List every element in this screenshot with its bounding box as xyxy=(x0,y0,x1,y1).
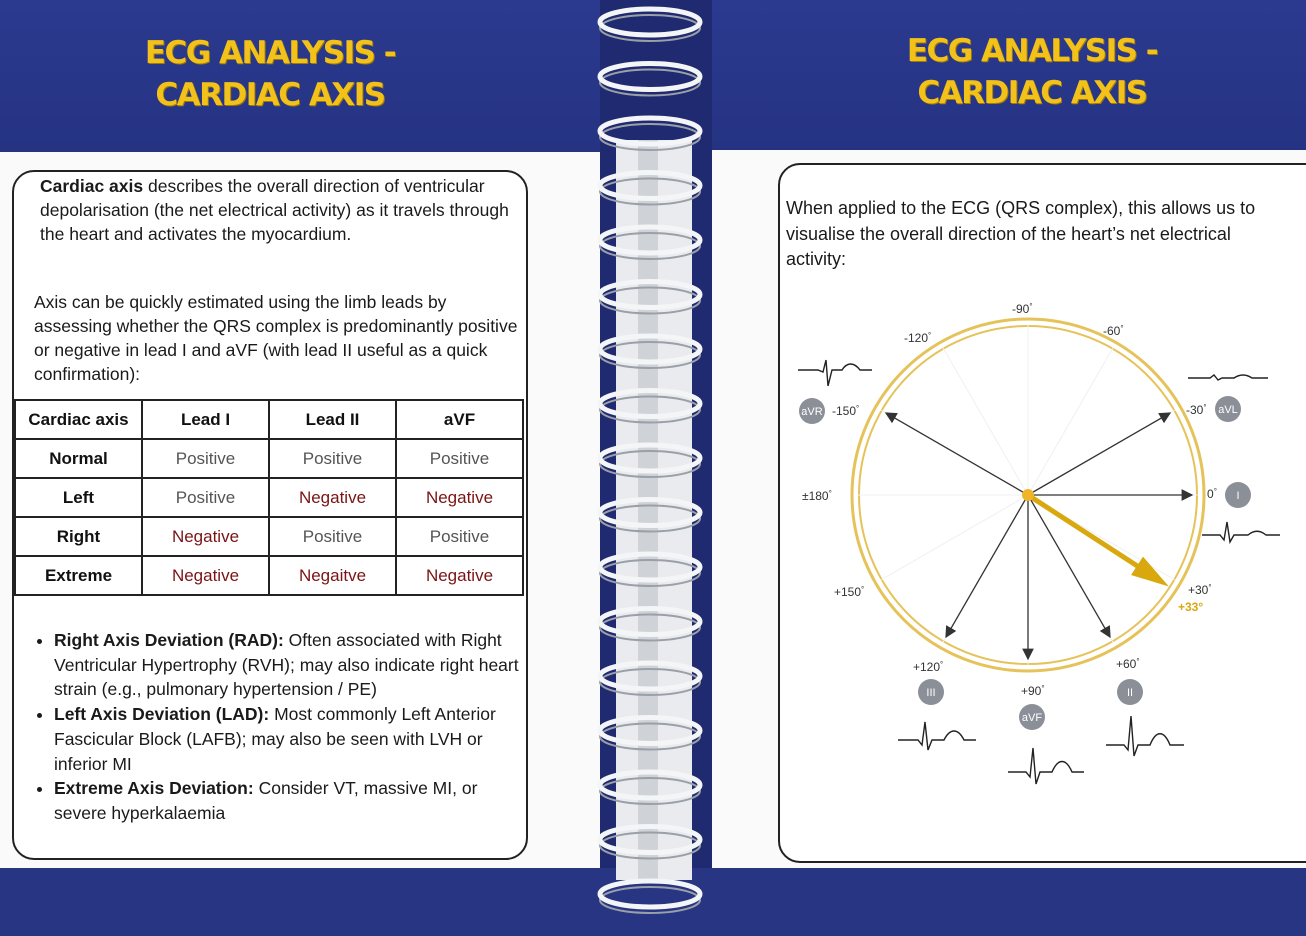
lead-badge-avr xyxy=(799,398,825,424)
lead-i-cell: Negative xyxy=(142,556,269,595)
binding-coil xyxy=(600,881,700,913)
lead-i-label: I xyxy=(1236,490,1240,502)
lead-badge-i xyxy=(1225,482,1251,508)
table-row xyxy=(15,478,523,517)
table-header: Cardiac axis xyxy=(15,400,142,439)
axis-name-cell: Normal xyxy=(15,439,142,478)
avf-cell: Positive xyxy=(396,439,523,478)
lead-badge-avf xyxy=(1019,704,1045,730)
lead-ii-cell: Negaitve xyxy=(269,556,396,595)
angle-label-minus60: -60° xyxy=(1103,324,1124,338)
faint-spoke xyxy=(881,495,1028,580)
axis-name-cell: Left xyxy=(15,478,142,517)
lead-avl-label: aVL xyxy=(1218,404,1238,416)
right-intro-text: When applied to the ECG (QRS complex), this allows us to visualise the overall direction of the heart’s net electrical activity: xyxy=(786,198,1256,269)
bullet-text: Often associated with Right Ventricular Hypertrophy (RVH); may also indicate right heart strain (e.g., pulmonary hypertension / PE) xyxy=(54,630,519,700)
table-row xyxy=(15,517,523,556)
result-axis-arrow xyxy=(1028,495,1169,586)
lead-ii-cell: Negative xyxy=(269,478,396,517)
list-item xyxy=(54,702,534,776)
table-header: Lead I xyxy=(142,400,269,439)
angle-label-plus-minus-180: ±180° xyxy=(802,489,832,503)
lead-avf-label: aVF xyxy=(1021,712,1043,724)
lead-badge-ii xyxy=(1117,679,1143,705)
lead-direction-arrow xyxy=(1028,413,1170,495)
angle-label-0: 0° xyxy=(1207,487,1217,501)
avf-cell: Positive xyxy=(396,517,523,556)
binding-coil xyxy=(600,9,700,41)
spiral-binding xyxy=(586,0,726,936)
ecg-trace-lead-iii xyxy=(898,722,976,750)
ecg-trace-avf xyxy=(1008,748,1084,784)
left-title-line2: CARDIAC AXIS xyxy=(155,77,385,113)
list-item xyxy=(54,628,534,702)
bullet-text: Consider VT, massive MI, or severe hyperkalaemia xyxy=(54,778,478,823)
ecg-trace-lead-i xyxy=(1202,522,1280,542)
table-header-row xyxy=(15,400,523,439)
axis-name-cell: Right xyxy=(15,517,142,556)
angle-label-plus30: +30° xyxy=(1188,583,1212,597)
left-title-line1: ECG ANALYSIS - xyxy=(144,35,396,71)
faint-spoke xyxy=(943,348,1028,495)
right-title-line2: CARDIAC AXIS xyxy=(917,75,1147,111)
lead-arrows xyxy=(886,413,1192,659)
lead-ii-label: II xyxy=(1126,687,1134,699)
angle-label-minus150: -150° xyxy=(832,404,860,418)
lead-ii-cell: Positive xyxy=(269,517,396,556)
lead-i-cell: Positive xyxy=(142,439,269,478)
bullet-term: Right Axis Deviation (RAD): xyxy=(54,630,284,650)
result-arrow-shaft xyxy=(1028,495,1144,570)
table-header: Lead II xyxy=(269,400,396,439)
lead-ii-cell: Positive xyxy=(269,439,396,478)
table-row xyxy=(15,556,523,595)
right-title-line1: ECG ANALYSIS - xyxy=(906,33,1158,69)
lead-i-cell: Negative xyxy=(142,517,269,556)
table-header: aVF xyxy=(396,400,523,439)
lead-direction-arrow xyxy=(946,495,1028,637)
cardiac-axis-definition xyxy=(40,174,510,246)
axis-deviation-list xyxy=(28,628,534,826)
angle-label-minus120: -120° xyxy=(904,331,932,345)
avf-cell: Negative xyxy=(396,556,523,595)
angle-label-plus120: +120° xyxy=(913,660,944,674)
axis-table xyxy=(14,399,524,596)
table-row xyxy=(15,439,523,478)
ecg-trace-avl xyxy=(1188,375,1268,380)
angle-label-plus60: +60° xyxy=(1116,657,1140,671)
angle-label-plus90: +90° xyxy=(1021,684,1045,698)
lead-iii-label: III xyxy=(926,687,936,699)
lead-direction-arrow xyxy=(1028,495,1110,637)
angle-label-minus90: -90° xyxy=(1012,302,1033,316)
axis-estimation-text: Axis can be quickly estimated using the limb leads by assessing whether the QRS complex is predominantly positive or negative in lead I and aVF (with lead II useful as a quick confirmation): xyxy=(34,292,518,384)
hexaxial-diagram xyxy=(790,290,1290,790)
lead-badge-iii xyxy=(918,679,944,705)
lead-direction-arrow xyxy=(886,413,1028,495)
avf-cell: Negative xyxy=(396,478,523,517)
ecg-trace-lead-ii xyxy=(1106,716,1184,756)
left-title xyxy=(60,32,480,116)
right-title xyxy=(812,30,1252,114)
angle-label-plus150: +150° xyxy=(834,585,865,599)
result-angle-label: +33° xyxy=(1178,600,1204,614)
list-item xyxy=(54,776,534,825)
angle-label-minus30: -30° xyxy=(1186,403,1207,417)
definition-text: describes the overall direction of ventricular depolarisation (the net electrical activity) as it travels through the heart and activates the myocardium. xyxy=(40,176,509,244)
bullet-term: Left Axis Deviation (LAD): xyxy=(54,704,270,725)
lead-avr-label: aVR xyxy=(801,406,823,418)
axis-name-cell: Extreme xyxy=(15,556,142,595)
lead-i-cell: Positive xyxy=(142,478,269,517)
binding-coil xyxy=(600,64,700,96)
ecg-trace-avr xyxy=(798,360,872,386)
result-arrow-head xyxy=(1131,557,1169,587)
center-dot xyxy=(1022,489,1034,501)
lead-badge-avl xyxy=(1215,396,1241,422)
bullet-term: Extreme Axis Deviation: xyxy=(54,778,254,799)
definition-term: Cardiac axis xyxy=(40,176,144,196)
faint-spoke xyxy=(1028,348,1113,495)
bullet-text: Most commonly Left Anterior Fascicular Block (LAFB); may also be seen with LVH or inferior MI xyxy=(54,704,496,774)
